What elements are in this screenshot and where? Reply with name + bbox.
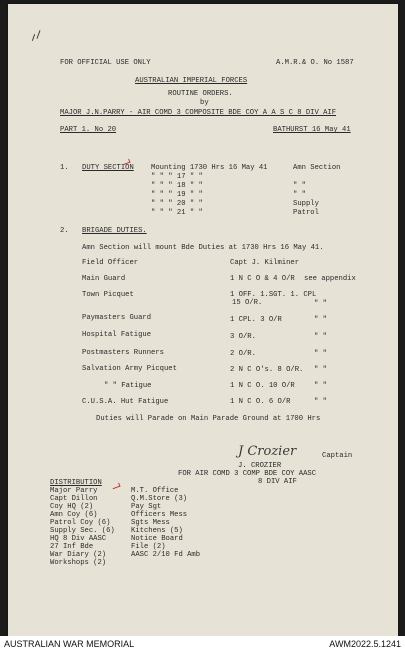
distribution-heading: DISTRIBUTION [50, 479, 102, 487]
red-check-mark [112, 483, 121, 489]
distribution-item: Capt Dillon [50, 495, 98, 503]
duty-row-section: " " [293, 182, 306, 190]
duty-note: " " [314, 300, 327, 308]
duty-detail: 1 N C O. 6 O/R [230, 398, 291, 406]
distribution-item: Pay Sgt [131, 503, 162, 511]
section-number: 2. [60, 227, 69, 235]
distribution-item: War Diary (2) [50, 551, 107, 559]
distribution-item: Officers Mess [131, 511, 188, 519]
document-title: ROUTINE ORDERS. [168, 90, 233, 98]
distribution-item: 27 Inf Bde [50, 543, 94, 551]
distribution-item: Sgts Mess [131, 519, 170, 527]
signatory-for: FOR AIR COMD 3 COMP BDE COY AASC [178, 470, 317, 478]
section-heading: BRIGADE DUTIES. [82, 227, 147, 235]
order-reference: A.M.R.& O. No 1587 [276, 59, 354, 67]
duty-detail: 2 N C O's. 8 O/R. [230, 366, 304, 374]
duty-row-section: Supply [293, 200, 319, 208]
distribution-item: File (2) [131, 543, 166, 551]
duty-row-mounting: " " " 17 " " [151, 173, 203, 181]
duty-name: Postmasters Runners [82, 349, 164, 357]
duty-name: Salvation Army Picquet [82, 365, 177, 373]
archive-name: AUSTRALIAN WAR MEMORIAL [4, 639, 135, 649]
duty-detail: 1 N C O & 4 O/R [230, 275, 295, 283]
duty-name: Field Officer [82, 259, 139, 267]
place-date: BATHURST 16 May 41 [273, 126, 351, 134]
by-label: by [200, 99, 209, 107]
duty-name: Paymasters Guard [82, 314, 152, 322]
distribution-item: Kitchens (5) [131, 527, 183, 535]
duty-name: Main Guard [82, 275, 126, 283]
distribution-item: Notice Board [131, 535, 183, 543]
duty-note: " " [314, 350, 327, 358]
signatory-name: J. CROZIER [238, 462, 282, 470]
duty-note: see appendix [304, 275, 356, 283]
signatory-unit: 8 DIV AIF [258, 478, 297, 486]
parade-instruction: Duties will Parade on Main Parade Ground at 1700 Hrs [96, 415, 321, 423]
duty-row-mounting: " " " 21 " " [151, 209, 203, 217]
duty-detail: 1 N C O. 10 O/R [230, 382, 295, 390]
duty-row-mounting: " " " 19 " " [151, 191, 203, 199]
force-heading: AUSTRALIAN IMPERIAL FORCES [135, 77, 248, 85]
duty-detail: 2 O/R. [230, 350, 256, 358]
duty-row-mounting: Mounting 1730 Hrs 16 May 41 [151, 164, 268, 172]
archive-reference: AWM2022.5.1241 [329, 639, 401, 649]
duty-note: " " [314, 398, 327, 406]
duty-name: " " Fatigue [104, 382, 152, 390]
duty-row-mounting: " " " 18 " " [151, 182, 203, 190]
duty-note: " " [314, 366, 327, 374]
duty-detail: 3 O/R. [230, 333, 256, 341]
brigade-intro: Amn Section will mount Bde Duties at 1730 Hrs 16 May 41. [82, 244, 324, 252]
duty-note: " " [314, 382, 327, 390]
duty-detail-continued: 15 O/R. [232, 299, 263, 307]
handwritten-signature: J Crozier [238, 444, 297, 459]
distribution-item: Workshops (2) [50, 559, 107, 567]
document-page [8, 4, 398, 636]
duty-row-section: Amn Section [293, 164, 341, 172]
section-heading: DUTY SECTION [82, 164, 134, 172]
duty-name: Hospital Fatigue [82, 331, 152, 339]
duty-detail: Capt J. Kilminer [230, 259, 300, 267]
duty-row-section: Patrol [293, 209, 319, 217]
distribution-item: M.T. Office [131, 487, 179, 495]
duty-note: " " [314, 316, 327, 324]
signatory-rank: Captain [322, 452, 353, 460]
duty-note: " " [314, 333, 327, 341]
distribution-item: Coy HQ (2) [50, 503, 94, 511]
distribution-item: Amn Coy (6) [50, 511, 98, 519]
duty-row-mounting: " " " 20 " " [151, 200, 203, 208]
duty-detail: 1 CPL. 3 O/R [230, 316, 282, 324]
duty-name: Town Picquet [82, 291, 134, 299]
issuing-officer: MAJOR J.N.PARRY - AIR COMD 3 COMPOSITE BDE COY A A S C 8 DIV AIF [60, 109, 337, 117]
distribution-item: Q.M.Store (3) [131, 495, 188, 503]
distribution-item: Major Parry [50, 487, 98, 495]
distribution-item: HQ 8 Div AASC [50, 535, 107, 543]
distribution-item: Supply Sec. (6) [50, 527, 115, 535]
official-use-label: FOR OFFICIAL USE ONLY [60, 59, 151, 67]
section-number: 1. [60, 164, 69, 172]
part-number: PART 1. No 20 [60, 126, 117, 134]
archive-footer [0, 636, 405, 653]
pen-mark [36, 30, 40, 39]
distribution-item: AASC 2/10 Fd Amb [131, 551, 201, 559]
distribution-item: Patrol Coy (6) [50, 519, 111, 527]
pen-mark [32, 34, 35, 41]
duty-name: C.U.S.A. Hut Fatigue [82, 398, 169, 406]
duty-detail: 1 OFF. 1.SGT. 1. CPL [230, 291, 317, 299]
duty-row-section: " " [293, 191, 306, 199]
